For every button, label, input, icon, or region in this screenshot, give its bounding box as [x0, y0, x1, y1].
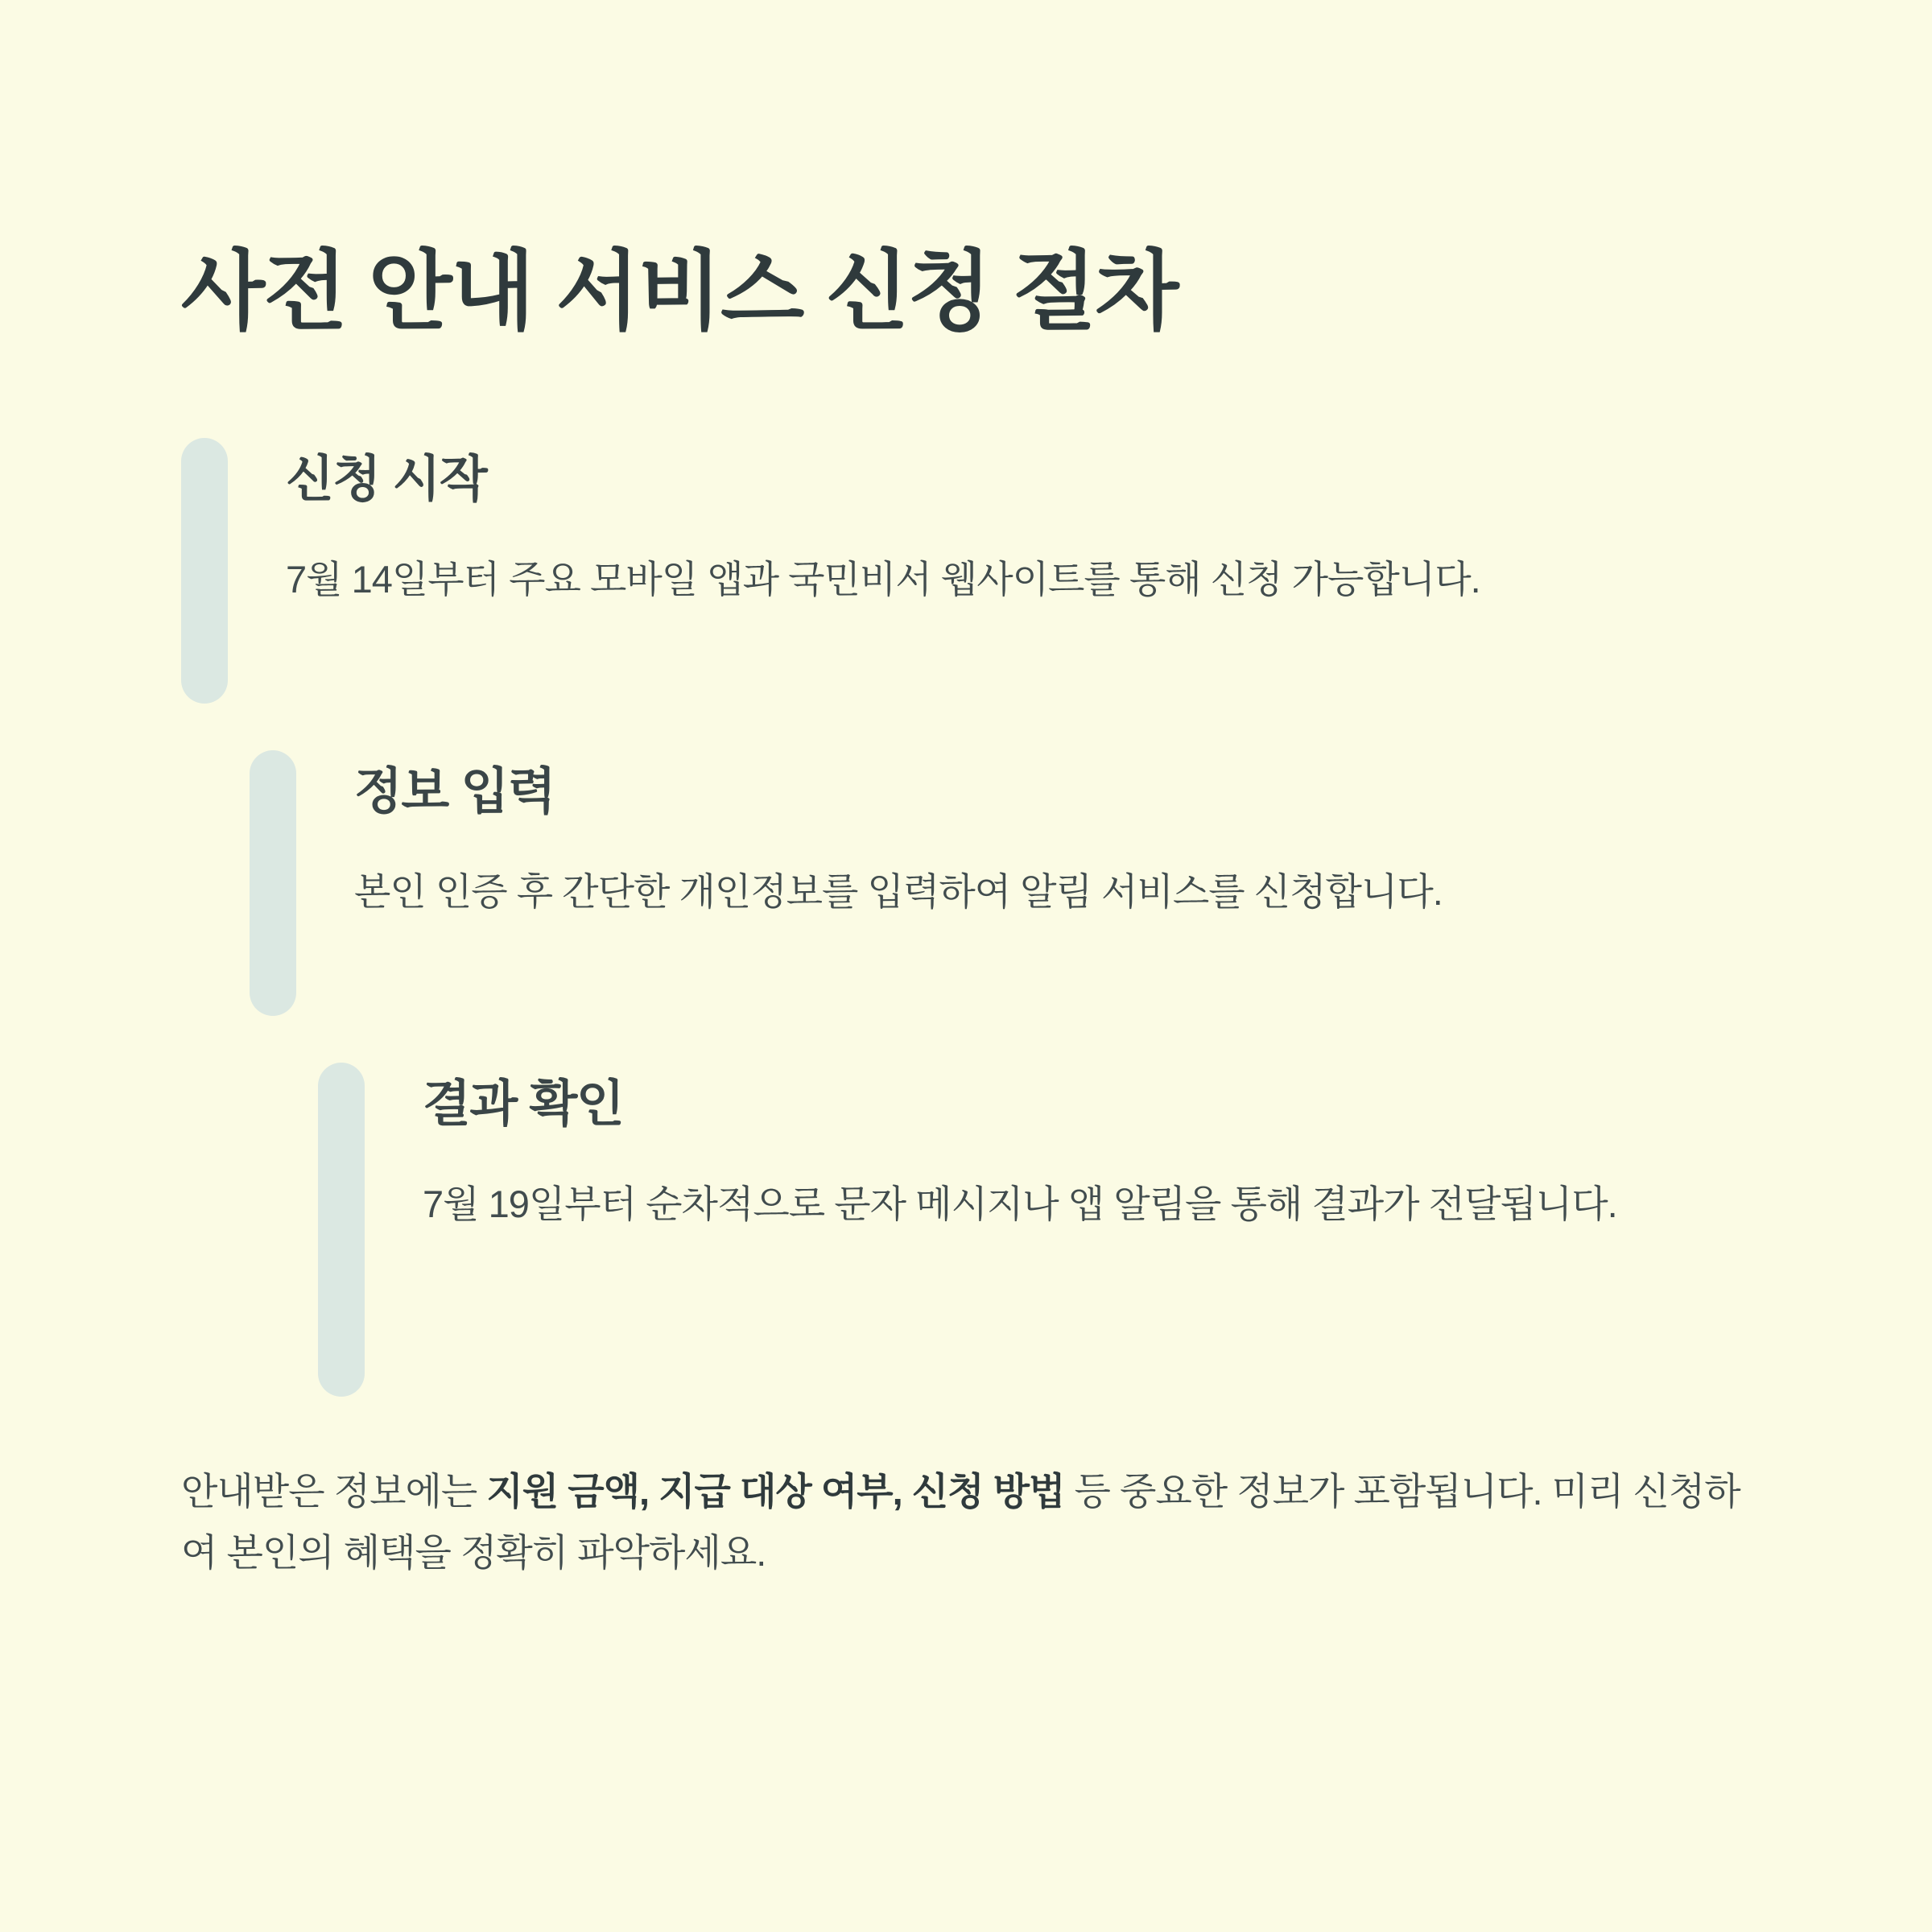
- step-content: [296, 750, 1443, 1016]
- step-item-2: [250, 750, 1755, 1016]
- footer-lead: 안내받은 정보에는: [181, 1470, 487, 1513]
- footer-highlight: 지원 금액, 지급 대상 여부, 신청 방법: [486, 1470, 1065, 1513]
- step-item-1: [181, 438, 1755, 704]
- footer-note: [181, 1461, 1755, 1583]
- footer-tail: 등 중요한 정보가 포함됩니다. 미리 신청하여 본인의 혜택을 정확히 파악하세요.: [181, 1470, 1740, 1575]
- step-title: 정보 입력: [354, 764, 555, 820]
- step-content: [228, 438, 1480, 704]
- step-item-3: [318, 1063, 1755, 1397]
- step-description: 7월 19일부터 순차적으로 문자 메시지나 앱 알림을 통해 결과가 전달됩니다.: [423, 1183, 1617, 1226]
- step-accent-bar: [181, 438, 228, 704]
- page-title: 사전 안내 서비스 신청 절차: [181, 242, 1178, 340]
- step-description: 본인 인증 후 간단한 개인정보를 입력하여 알림 서비스를 신청합니다.: [354, 870, 1443, 914]
- step-accent-bar: [250, 750, 296, 1016]
- step-description: 7월 14일부터 주요 모바일 앱과 국민비서 웹사이트를 통해 신청 가능합니다.: [286, 558, 1480, 601]
- step-title: 신청 시작: [286, 452, 487, 508]
- step-title: 결과 확인: [423, 1076, 624, 1133]
- steps-list: [181, 438, 1755, 1397]
- step-content: [365, 1063, 1617, 1397]
- step-accent-bar: [318, 1063, 365, 1397]
